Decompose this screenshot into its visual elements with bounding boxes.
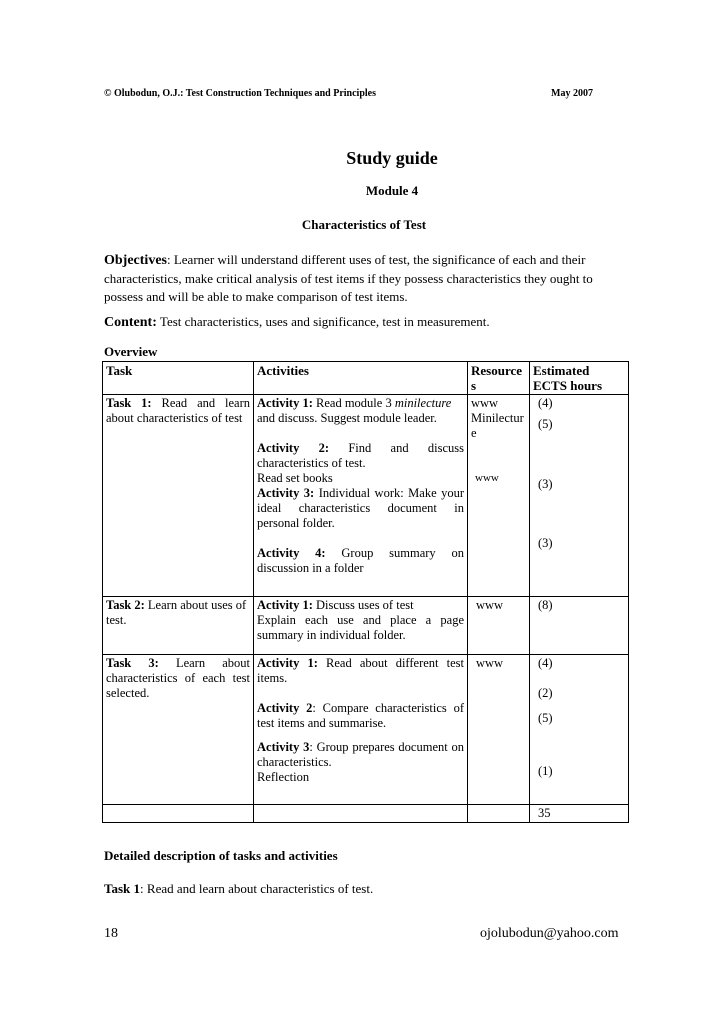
header-task: Task [103, 362, 254, 395]
header-date: May 2007 [551, 88, 593, 99]
task1-activity1: Activity 1: Read module 3 minilecture and discuss. Suggest module leader. [257, 396, 452, 425]
task1-description: Task 1: Read and learn about characteristics of test. [104, 881, 374, 896]
task3-resources: www [468, 655, 530, 805]
task1-resource-www: www [471, 396, 499, 410]
header-hours: Estimated ECTS hours [530, 362, 629, 395]
task1-activity3: Activity 3: Individual work: Make your ideal characteristics document in personal folder. [257, 486, 464, 530]
footer-email: ojolubodun@yahoo.com [480, 926, 619, 941]
page-title: Study guide [346, 148, 438, 168]
task1-resource-www-2: www [475, 472, 499, 484]
task1-hours: (4) (5) (3) (3) [530, 395, 629, 597]
total-hours: 35 [530, 805, 629, 823]
task1-resources [468, 395, 530, 597]
task2-cell: Task 2: Learn about uses of test. [103, 597, 254, 655]
overview-heading: Overview [104, 344, 158, 359]
task3-hours: (4) (2) (5) (1) [530, 655, 629, 805]
objectives-paragraph: Objectives: Learner will understand different uses of test, the significance of each and their characteristics, make critical analysis of test items if they possess characteristics they ought to possess and will be able to make comparison of test items. [104, 252, 593, 304]
task2-activities: Activity 1: Discuss uses of test Explain each use and place a page summary in individual folder. [254, 597, 468, 655]
task-table [102, 361, 629, 823]
detail-heading: Detailed description of tasks and activities [104, 848, 338, 863]
table-row [103, 655, 629, 805]
table-row [103, 597, 629, 655]
module-label: Module 4 [365, 183, 419, 198]
task3-cell: Task 3: Learn about characteristics of each test selected. [103, 655, 254, 805]
task1-activity4: Activity 4: Group summary on discussion in a folder [257, 546, 464, 575]
table-total-row [103, 805, 629, 823]
task1-activity2: Activity 2: Find and discuss characteristics of test. [257, 441, 464, 470]
task1-activities [254, 395, 468, 597]
header-title: © Olubodun, O.J.: Test Construction Techniques and Principles [104, 88, 376, 99]
task1-resource-minilecture: Minilecture [471, 411, 524, 440]
table-row [103, 395, 629, 597]
header-activities: Activities [254, 362, 468, 395]
table-header-row [103, 362, 629, 395]
task1-cell: Task 1: Read and learn about characteristics of test [103, 395, 254, 597]
task3-activities: Activity 1: Read about different test items. Activity 2: Compare characteristics of test items and summarise. Activity 3: Group prepares document on characteristics. Reflection [254, 655, 468, 805]
task2-resources: www [468, 597, 530, 655]
task2-hours: (8) [530, 597, 629, 655]
content-paragraph: Content: Test characteristics, uses and significance, test in measurement. [104, 314, 490, 330]
page-subtitle: Characteristics of Test [301, 217, 427, 232]
task1-activity2-extra: Read set books [257, 471, 333, 485]
header-resources: Resources [468, 362, 530, 395]
page-number: 18 [104, 926, 118, 941]
